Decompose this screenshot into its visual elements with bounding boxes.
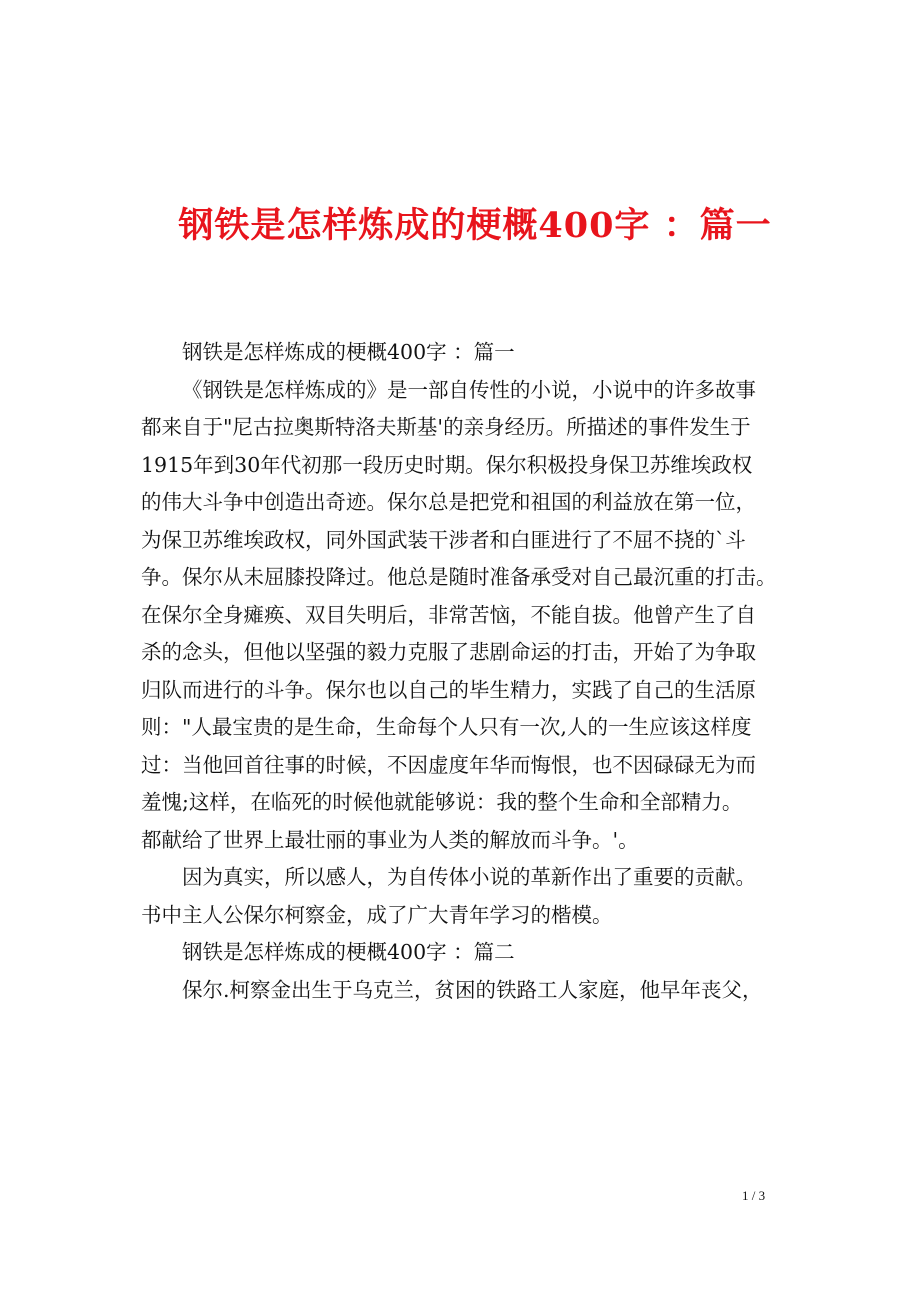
paragraph-line: 归队而进行的斗争。保尔也以自己的毕生精力，实践了自己的生活原 — [141, 677, 756, 702]
paragraph-line: 争。保尔从未屈膝投降过。他总是随时准备承受对自己最沉重的打击。 — [141, 565, 777, 589]
subheading-part-one: 钢铁是怎样炼成的梗概400字 ：篇一 — [182, 340, 515, 364]
paragraph-line: 《钢铁是怎样炼成的》是一部自传性的小说，小说中的许多故事 — [182, 377, 756, 402]
paragraph-line: 书中主人公保尔柯察金，成了广大青年学习的楷模。 — [141, 902, 613, 927]
document-title: 钢铁是怎样炼成的梗概400字 ：篇一 — [178, 205, 772, 246]
paragraph-line: 都献给了世界上最壮丽的事业为人类的解放而斗争。'。 — [141, 827, 639, 852]
page-number: 1 / 3 — [742, 1188, 766, 1203]
document-body — [141, 334, 801, 1009]
subheading-part-two: 钢铁是怎样炼成的梗概400字 ：篇二 — [182, 940, 515, 964]
paragraph-line: 的伟大斗争中创造出奇迹。保尔总是把党和祖国的利益放在第一位， — [141, 490, 756, 514]
paragraph-line: 因为真实，所以感人，为自传体小说的革新作出了重要的贡献。 — [182, 865, 756, 889]
paragraph-line: 保尔.柯察金出生于乌克兰，贫困的铁路工人家庭，他早年丧父， — [182, 977, 763, 1002]
paragraph-line: 杀的念头，但他以坚强的毅力克服了悲剧命运的打击，开始了为争取 — [141, 640, 756, 664]
paragraph-line: 1915年到30年代初那一段历史时期。保尔积极投身保卫苏维埃政权 — [141, 452, 753, 477]
paragraph-line: 过：当他回首往事的时候，不因虚度年华而悔恨，也不因碌碌无为而 — [141, 752, 756, 777]
paragraph-line: 则："人最宝贵的是生命，生命每个人只有一次,人的一生应该这样度 — [141, 715, 752, 739]
paragraph-line: 都来自于"尼古拉奥斯特洛夫斯基'的亲身经历。所描述的事件发生于 — [141, 415, 751, 439]
paragraph-line: 羞愧;这样，在临死的时候他就能够说：我的整个生命和全部精力。 — [141, 790, 743, 814]
paragraph-line: 为保卫苏维埃政权，同外国武装干涉者和白匪进行了不屈不挠的`斗 — [141, 527, 746, 552]
paragraph-line: 在保尔全身瘫痪、双目失明后，非常苦恼，不能自拔。他曾产生了自 — [141, 602, 756, 627]
